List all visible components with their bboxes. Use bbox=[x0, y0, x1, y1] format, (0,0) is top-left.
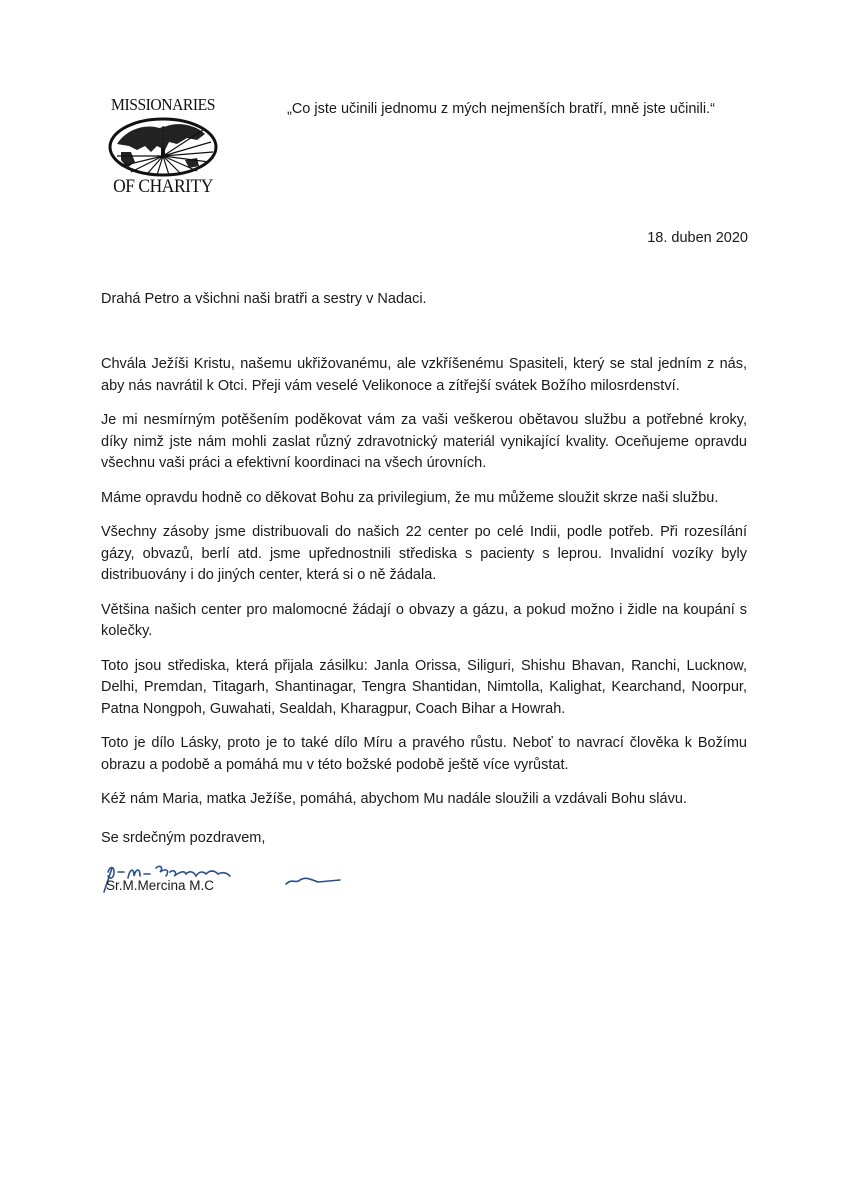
missionaries-of-charity-logo bbox=[104, 96, 222, 206]
paragraph: Je mi nesmírným potěšením poděkovat vám za vaši veškerou obětavou službu a potřebné kroky, díky nimž jste nám mohli zaslat různý zdravotnický materiál vynikající kvality. Oceňujeme opravdu všechnu vaši práci a efektivní koordinaci na všech úrovních. bbox=[101, 412, 747, 471]
paragraph: Toto je dílo Lásky, proto je to také dílo Míru a pravého růstu. Neboť to navrací člověka k Božímu obrazu a podobě a pomáhá mu v této božské podobě ještě více vyrůstat. bbox=[101, 735, 747, 773]
salutation: Drahá Petro a všichni naši bratři a sestry v Nadaci. bbox=[101, 291, 427, 307]
paragraph: Většina našich center pro malomocné žádají o obvazy a gázu, a pokud možno i židle na koupání s kolečky. bbox=[101, 601, 747, 639]
letter-body bbox=[101, 354, 747, 824]
header-quote: „Co jste učinili jednomu z mých nejmenších bratří, mně jste učinili.“ bbox=[287, 101, 715, 117]
globe-icon bbox=[107, 116, 219, 178]
paragraph: Toto jsou střediska, která přijala zásilku: Janla Orissa, Siliguri, Shishu Bhavan, Ranchi, Lucknow, Delhi, Premdan, Titagarh, Shantinagar, Tengra Shantidan, Nimtolla, Kalighat, Kearchand, Noorpur, Patna Nongpoh, Guwahati, Sealdah, Kharagpur, Coach Bihar a Howrah. bbox=[101, 657, 747, 717]
signatory-name: Sr.M.Mercina M.C bbox=[106, 878, 215, 893]
paragraph: Všechny zásoby jsme distribuovali do našich 22 center po celé Indii, podle potřeb. Při rozesílání gázy, obvazů, berlí atd. jsme upřednostnili střediska s pacienty s leprou. Invalidní vozíky byly distribuovány i do jiných center, která si o ně žádala. bbox=[101, 524, 747, 583]
closing-line: Se srdečným pozdravem, bbox=[101, 830, 266, 846]
logo-text-top: MISSIONARIES bbox=[111, 95, 215, 114]
letter-date: 18. duben 2020 bbox=[647, 230, 748, 246]
logo-text-bottom: OF CHARITY bbox=[113, 176, 213, 197]
paragraph: Chvála Ježíši Kristu, našemu ukřižovanému, ale vzkříšenému Spasiteli, který se stal jedním z nás, aby nás navrátil k Otci. Přeji vám veselé Velikonoce a zítřejší svátek Božího milosrdenství. bbox=[101, 356, 747, 394]
paragraph: Kéž nám Maria, matka Ježíše, pomáhá, abychom Mu nadále sloužili a vzdávali Bohu slávu. bbox=[101, 791, 687, 807]
paragraph: Máme opravdu hodně co děkovat Bohu za privilegium, že mu můžeme sloužit skrze naši službu. bbox=[101, 489, 719, 506]
